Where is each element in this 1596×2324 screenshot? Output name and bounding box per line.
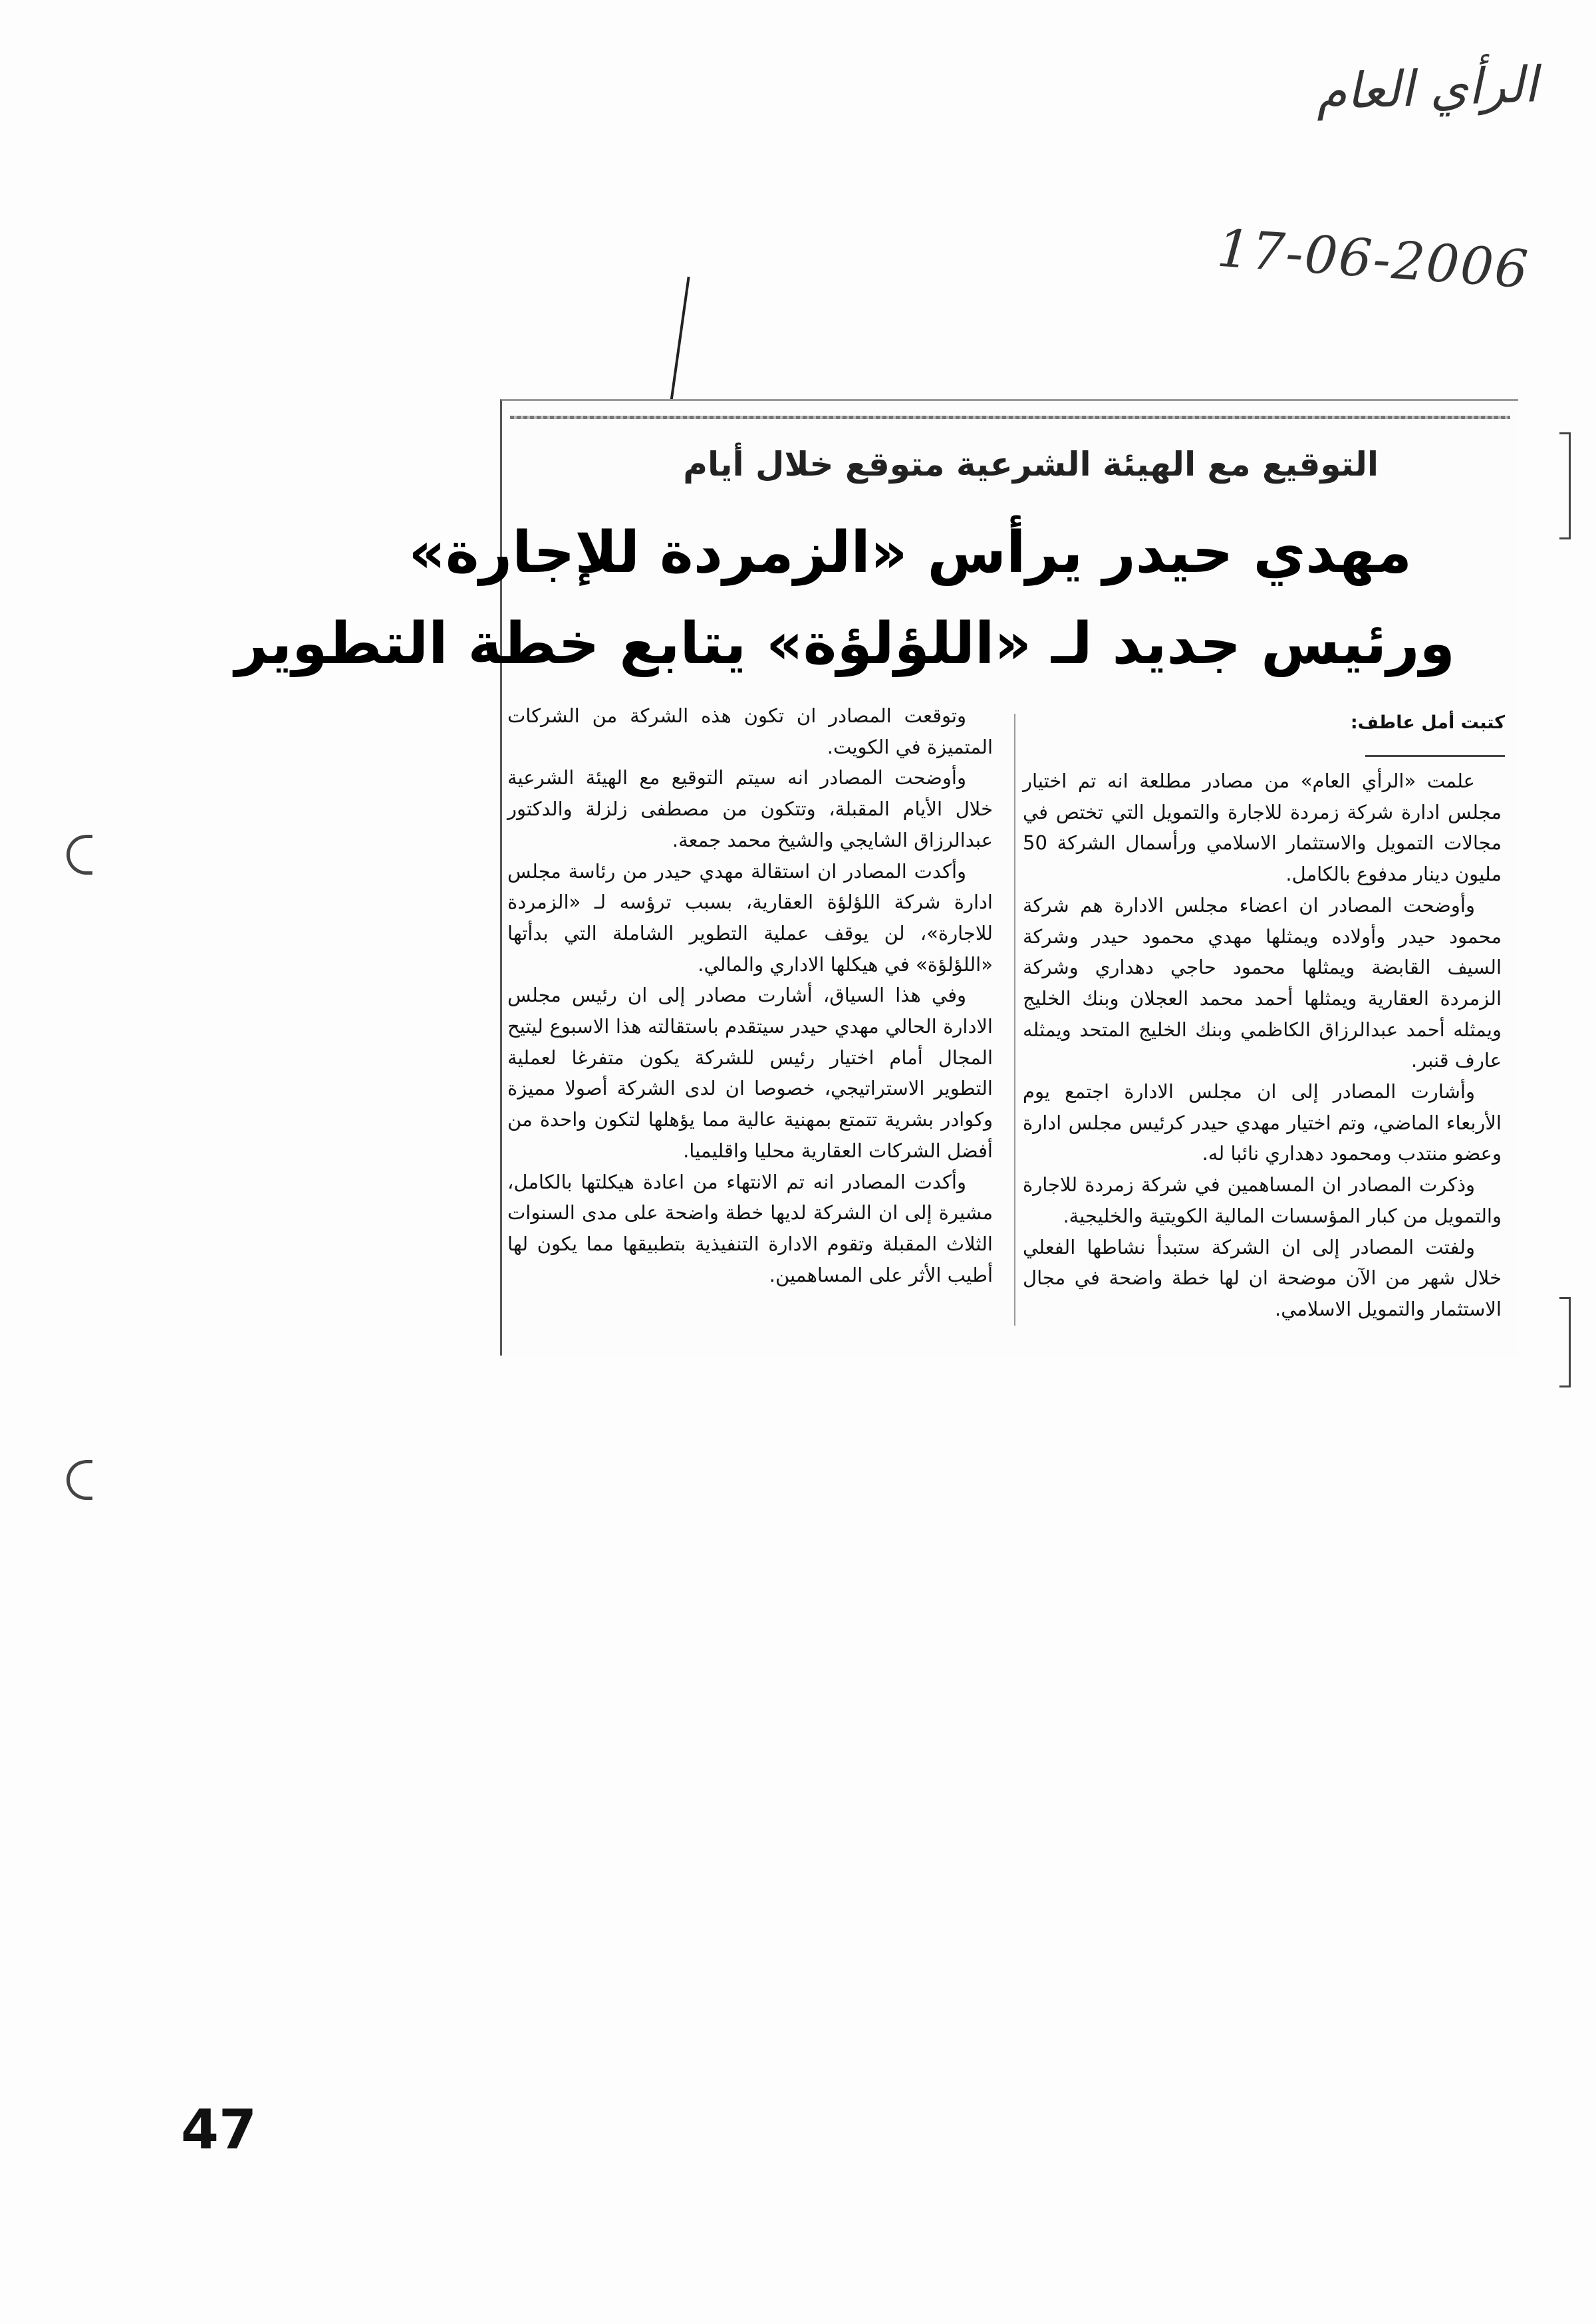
paragraph: وأكدت المصادر انه تم الانتهاء من اعادة هيكلتها بالكامل، مشيرة إلى ان الشركة لديها خطة واضحة على مدى السنوات الثلاث المقبلة وتقوم الادارة التنفيذية بتطبيقها مما يكون لها أطيب الأثر على المساهمين. (507, 1170, 993, 1286)
paragraph: وأوضحت المصادر انه سيتم التوقيع مع الهيئة الشرعية خلال الأيام المقبلة، وتتكون من مصطفى زلزلة والدكتور عبدالرزاق الشايجي والشيخ محمد جمعة. (507, 766, 993, 851)
paragraph: وأشارت المصادر إلى ان مجلس الادارة اجتمع يوم الأربعاء الماضي، وتم اختيار مهدي حيدر كرئيس مجلس ادارة وعضو منتدب ومحمود دهداري نائبا له. (1023, 1080, 1502, 1165)
article-column-right (1023, 766, 1502, 1325)
handwritten-date-note: 17-06-2006 (1215, 218, 1531, 301)
paragraph: وذكرت المصادر ان المساهمين في شركة زمردة للاجارة والتمويل من كبار المؤسسات المالية الكويتية والخليجية. (1023, 1173, 1502, 1227)
article-kicker: التوقيع مع الهيئة الشرعية متوقع خلال أيام (683, 445, 1379, 484)
paragraph: وفي هذا السياق، أشارت مصادر إلى ان رئيس مجلس الادارة الحالي مهدي حيدر سيتقدم باستقالته هذا الاسبوع ليتيح المجال أمام اختيار رئيس للشركة يكون متفرغا لعملية التطوير الاستراتيجي، خصوصا ان لدى الشركة أصولا مميزة وكوادر بشرية تتمتع بمهنية عالية مما يؤهلها لتكون واحدة من أفضل الشركات العقارية محليا واقليميا. (507, 984, 993, 1162)
handwritten-source-note: الرأي العام (1315, 56, 1539, 121)
paragraph: وأكدت المصادر ان استقالة مهدي حيدر من رئاسة مجلس ادارة شركة اللؤلؤة العقارية، بسبب ترؤسه لـ «الزمردة للاجارة»، لن يوقف عملية التطوير الشاملة التي بدأتها «اللؤلؤة» في هيكلها الاداري والمالي. (507, 859, 993, 976)
binder-punch-hole-icon (66, 1460, 92, 1500)
column-divider (1014, 714, 1015, 1326)
article-headline-line-2: ورئيس جديد لـ «اللؤلؤة» يتابع خطة التطوير (235, 611, 1455, 677)
article-headline-line-1: مهدي حيدر يرأس «الزمردة للإجارة» (408, 519, 1412, 586)
byline-underline (1365, 755, 1505, 757)
paragraph: وتوقعت المصادر ان تكون هذه الشركة من الشركات المتميزة في الكويت. (507, 704, 993, 758)
margin-bracket-mark (1559, 432, 1571, 539)
paragraph: وأوضحت المصادر ان اعضاء مجلس الادارة هم شركة محمود حيدر وأولاده ويمثلها مهدي محمود حيدر وشركة السيف القابضة ويمثلها محمود حاجي دهداري وشركة الزمردة العقارية ويمثلها أحمد محمد العجلان وبنك الخليج ويمثله أحمد عبدالرزاق الكاظمي وبنك الخليج المتحد ويمثله عارف قنبر. (1023, 893, 1502, 1072)
newspaper-clipping (235, 399, 1518, 1356)
paragraph: علمت «الرأي العام» من مصادر مطلعة انه تم اختيار مجلس ادارة شركة زمردة للاجارة والتمويل التي تختص في مجالات التمويل والاستثمار الاسلامي ورأسمال الشركة 50 مليون دينار مدفوع بالكامل. (1023, 770, 1502, 886)
paragraph: ولفتت المصادر إلى ان الشركة ستبدأ نشاطها الفعلي خلال شهر من الآن موضحة ان لها خطة واضحة في مجال الاستثمار والتمويل الاسلامي. (1023, 1235, 1502, 1320)
page-number: 47 (181, 2099, 257, 2162)
article-column-left (507, 700, 993, 1290)
margin-bracket-mark (1559, 1297, 1571, 1387)
binder-punch-hole-icon (66, 835, 92, 875)
article-byline: كتبت أمل عاطف: (1350, 712, 1505, 733)
clipping-top-rule (510, 416, 1510, 419)
